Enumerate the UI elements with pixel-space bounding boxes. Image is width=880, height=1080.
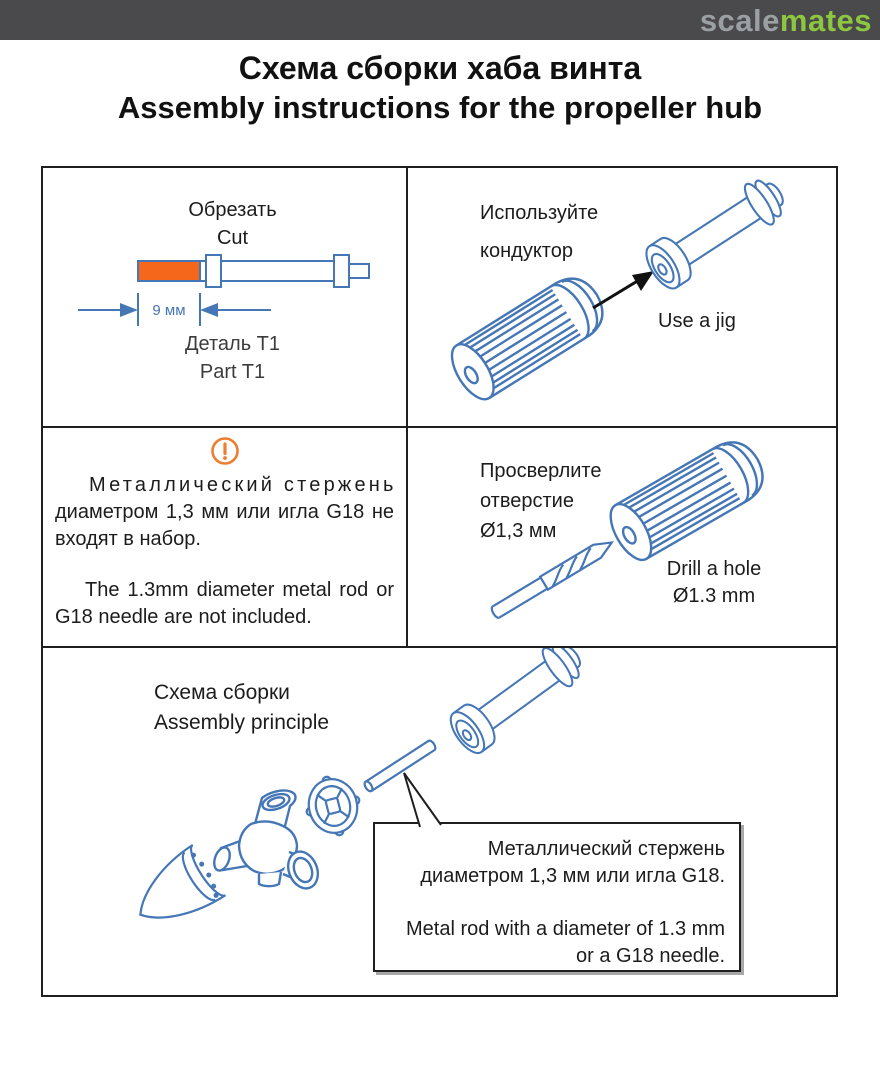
part-label-en: Part T1 [199, 361, 266, 383]
warning-text [43, 472, 406, 631]
cut-heading [43, 196, 406, 252]
shaft-part-illustration [444, 648, 590, 758]
cut-part-label [43, 330, 406, 386]
page-title [0, 48, 880, 128]
warning-en-line2: G18 needle are not included. [55, 606, 312, 628]
panel-cut [43, 168, 408, 428]
use-jig-illustration [408, 168, 836, 426]
cut-heading-ru: Обрезать [188, 199, 277, 221]
hub-illustration [211, 791, 323, 893]
callout-ru-line1: Металлический стержень [487, 838, 725, 860]
warning-ru-line3: входят в набор. [55, 528, 201, 550]
assembly-heading-en: Assembly principle [154, 711, 330, 734]
part-t1-illustration [640, 171, 793, 294]
assembly-heading [154, 678, 329, 738]
page-title-en: Assembly instructions for the propeller hub [117, 90, 763, 125]
panel-use-jig [408, 168, 836, 428]
warning-icon-wrap [43, 436, 406, 473]
panel-drill [408, 428, 836, 648]
dimension-arrow-left [120, 303, 138, 317]
logo-text-mates: mates [779, 3, 872, 38]
use-jig-label-en: Use a jig [658, 310, 736, 332]
dimension-arrow-right [200, 303, 218, 317]
jig-illustration-2 [602, 432, 772, 566]
page-title-ru: Схема сборки хаба винта [238, 50, 642, 86]
assembly-heading-ru: Схема сборки [154, 681, 290, 704]
jig-illustration [444, 268, 613, 406]
dimension-label: 9 мм [152, 302, 186, 319]
scalemates-logo [700, 0, 872, 40]
warning-ru-line2: диаметром 1,3 мм или игла G18 не [55, 501, 394, 523]
drill-label-ru: Просверлите отверстие Ø1,3 мм [480, 460, 602, 542]
drill-bit-illustration [490, 536, 616, 620]
callout-pointer [388, 763, 450, 829]
drill-label-en: Drill a hole Ø1.3 mm [666, 558, 762, 607]
callout-ru-line2: диаметром 1,3 мм или игла G18. [420, 865, 725, 887]
watermark-topbar [0, 0, 880, 40]
cut-heading-en: Cut [216, 227, 249, 249]
part-label-ru: Деталь Т1 [184, 333, 281, 355]
warning-icon [209, 436, 241, 468]
callout-en-line2: or a G18 needle. [576, 945, 725, 967]
callout-en-line1: Metal rod with a diameter of 1.3 mm [405, 918, 725, 940]
panel-warning [43, 428, 408, 648]
warning-ru-line1: Металлический стержень [89, 474, 397, 496]
logo-text-scale: scale [699, 3, 780, 38]
drill-illustration [408, 428, 836, 646]
warning-en-line1: The 1.3mm diameter metal rod or [85, 579, 394, 601]
callout-box [373, 822, 741, 972]
cut-section-orange [138, 261, 200, 281]
panel-assembly [43, 648, 836, 995]
spinner-cone-illustration [124, 845, 225, 940]
instruction-table [41, 166, 838, 997]
backplate-illustration [300, 770, 367, 841]
use-jig-label-ru: Используйте кондуктор [480, 202, 599, 262]
